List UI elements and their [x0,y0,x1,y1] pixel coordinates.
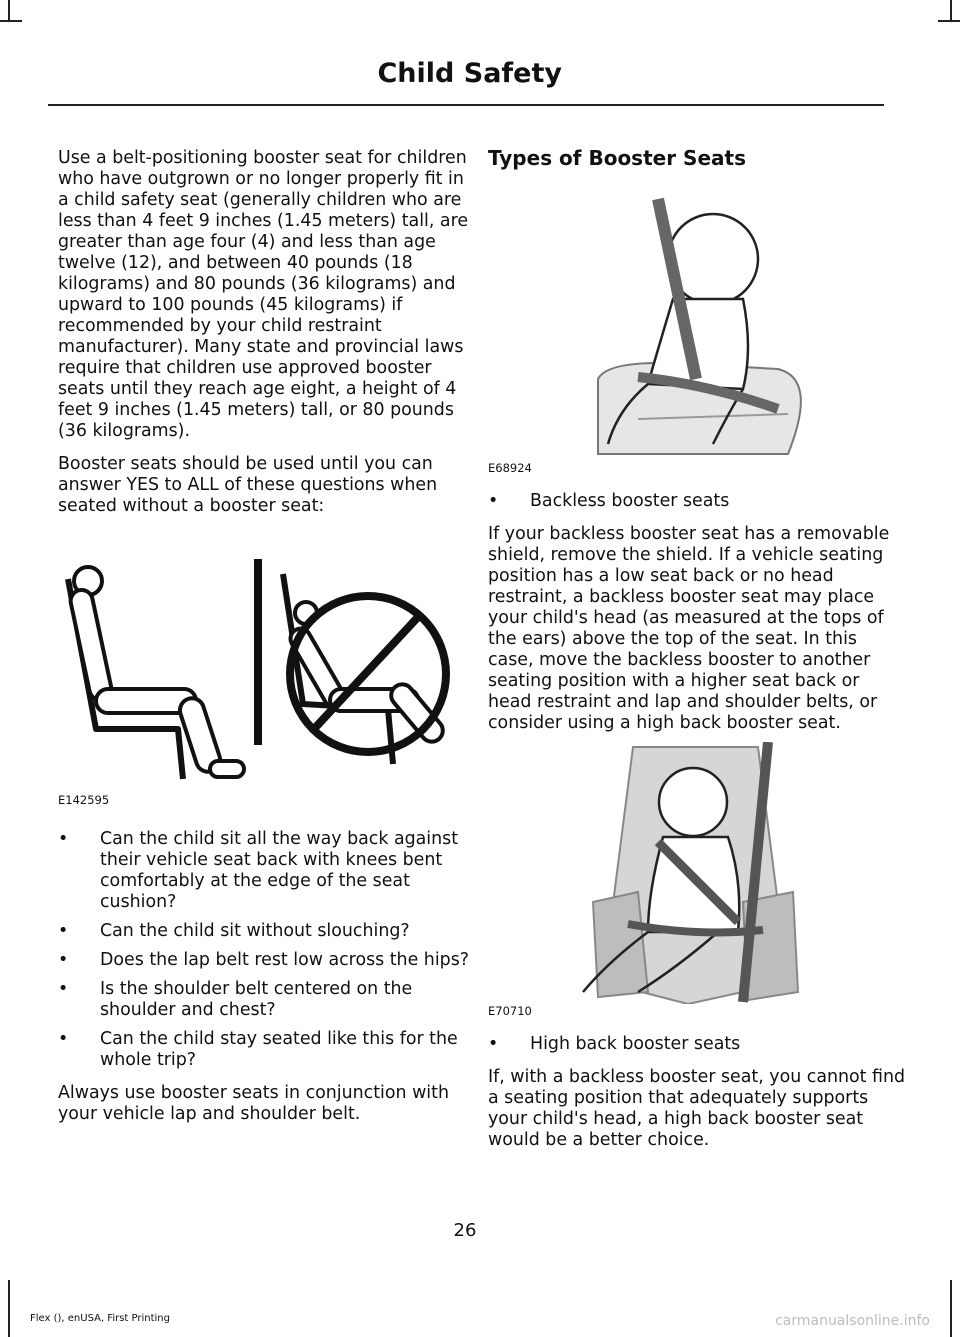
watermark: carmanualsonline.info [775,1313,930,1329]
readiness-question-list [58,829,476,1071]
crop-mark [938,20,960,22]
list-item: • High back booster seats [488,1034,906,1055]
figure-code: E142595 [58,793,110,807]
header-divider [48,104,884,106]
edition-footer: Flex (), enUSA, First Printing [30,1313,170,1324]
backless-booster-illustration [488,179,906,459]
page-title: Child Safety [377,58,562,89]
backless-bullet-list [488,491,906,512]
crop-mark [8,0,10,22]
list-item: • Can the child sit without slouching? [58,921,476,942]
high-back-booster-illustration [488,742,906,1004]
high-back-booster-figure [488,742,906,1022]
right-column [488,148,906,1163]
crop-mark [0,20,22,22]
crop-mark [8,1280,10,1337]
list-item: • Is the shoulder belt centered on the shoulder and chest? [58,979,476,1021]
list-item: • Does the lap belt rest low across the hips? [58,950,476,971]
crop-mark [950,1280,952,1337]
high-back-bullet-list [488,1034,906,1055]
backless-paragraph: If your backless booster seat has a removable shield, remove the shield. If a vehicle seating position has a low seat back or no head restraint, a backless booster seat may place your child's head (as measured at the tops of the ears) above the top of the seat. In this case, move the backless booster to another seating position with a higher seat back or head restraint and lap and shoulder belts, or consider using a high back booster seat. [488,524,890,733]
figure-code: E68924 [488,461,532,475]
backless-booster-figure [488,179,906,479]
figure-code: E70710 [488,1004,532,1018]
closing-paragraph: Always use booster seats in conjunction with your vehicle lap and shoulder belt. [58,1083,449,1124]
intro-paragraph: Use a belt-positioning booster seat for children who have outgrown or no longer properly fit in a child safety seat (generally children who are less than 4 feet 9 inches (1.45 meters) tall, are greater than age four (4) and less than age twelve (12), and between 40 pounds (18 kilograms) and 80 pounds (36 kilograms) and upward to 100 pounds (45 kilograms) if recommended by your child restraint manufacturer). Many state and provincial laws require that children use approved booster seats until they reach age eight, a height of 4 feet 9 inches (1.45 meters) tall, or 80 pounds (36 kilograms). [58,148,469,441]
list-item: • Can the child stay seated like this for the whole trip? [58,1029,476,1071]
seat-posture-figure [58,529,476,811]
page-number: 26 [453,1220,477,1241]
section-heading: Types of Booster Seats [488,146,746,170]
high-back-paragraph: If, with a backless booster seat, you cannot find a seating position that adequately supports your child's head, a high back booster seat would be a better choice. [488,1067,906,1150]
crop-mark [950,0,952,22]
posture-comparison-illustration [58,529,458,791]
list-item: • Can the child sit all the way back against their vehicle seat back with knees bent comfortably at the edge of the seat cushion? [58,829,476,913]
left-column [58,148,476,1137]
list-item: • Backless booster seats [488,491,906,512]
question-intro: Booster seats should be used until you can answer YES to ALL of these questions when seated without a booster seat: [58,454,438,516]
